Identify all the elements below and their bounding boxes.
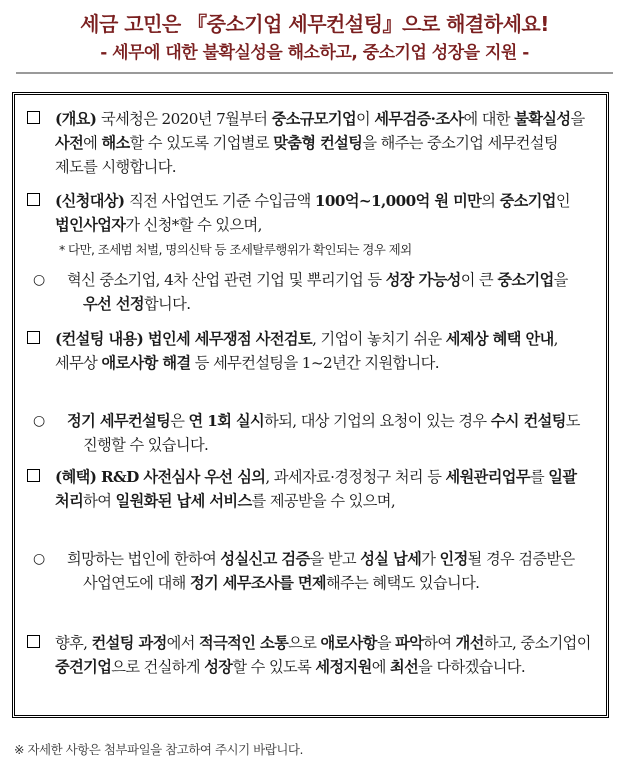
emphasis-text: 개선 bbox=[455, 634, 484, 652]
emphasis-text: 성실 납세 bbox=[360, 550, 422, 568]
text-segment: 에 대한 bbox=[463, 110, 515, 128]
square-bullet-icon bbox=[27, 469, 40, 482]
text-segment: , 과세자료·경정청구 처리 등 bbox=[265, 468, 446, 486]
emphasis-text: 수시 컨설팅 bbox=[490, 412, 566, 430]
text-segment: 을 bbox=[376, 634, 396, 652]
text-segment: 을 다하겠습니다. bbox=[418, 658, 526, 676]
emphasis-text: 중소기업 bbox=[497, 271, 554, 289]
square-bullet-icon bbox=[27, 193, 40, 206]
item-overview bbox=[27, 107, 598, 179]
text-segment: 할 수 있도록 bbox=[232, 658, 316, 676]
content-box bbox=[12, 92, 609, 718]
text-segment: 으로 bbox=[288, 634, 321, 652]
text-segment: 혁신 중소기업, 4차 산업 관련 기업 및 뿌리기업 등 bbox=[67, 271, 386, 289]
emphasis-text: 사전 bbox=[55, 134, 84, 152]
emphasis-text: 맞춤형 컨설팅 bbox=[273, 134, 363, 152]
item-text bbox=[55, 631, 598, 679]
emphasis-text: 최선 bbox=[390, 658, 419, 676]
emphasis-text: 연 1회 실시 bbox=[188, 412, 265, 430]
emphasis-text: 세원관리업무 bbox=[445, 468, 530, 486]
text-segment: 의 bbox=[481, 192, 500, 210]
square-bullet-icon bbox=[27, 635, 40, 648]
text-segment: 합니다. bbox=[143, 295, 191, 313]
text-segment: 하여 bbox=[423, 634, 456, 652]
item-text bbox=[67, 268, 598, 316]
text-segment: 직전 사업연도 기준 수입금액 bbox=[129, 192, 315, 210]
text-segment: 에서 bbox=[166, 634, 200, 652]
text-segment: 를 bbox=[529, 468, 549, 486]
emphasis-text: 100억~1,000억 원 미만 bbox=[314, 192, 482, 210]
emphasis-text: 정기 세무컨설팅 bbox=[67, 412, 171, 430]
item-consulting-content bbox=[27, 327, 598, 375]
emphasis-text: (혜택) R&D 사전심사 우선 심의 bbox=[55, 468, 266, 486]
item-text bbox=[55, 189, 598, 237]
emphasis-text: 법인사업자 bbox=[55, 216, 126, 234]
emphasis-text: 인정 bbox=[439, 550, 468, 568]
emphasis-text: 중소규모기업 bbox=[271, 110, 357, 128]
circle-bullet-icon: ○ bbox=[33, 551, 45, 567]
item-text bbox=[55, 327, 598, 375]
page-subtitle: - 세무에 대한 불확실성을 해소하고, 중소기업 성장을 지원 - bbox=[100, 43, 529, 63]
circle-bullet-icon: ○ bbox=[33, 272, 45, 288]
text-segment: 을 bbox=[570, 110, 585, 128]
square-bullet-icon bbox=[27, 111, 40, 124]
emphasis-text: 해소 bbox=[101, 134, 130, 152]
emphasis-text: 우선 선정 bbox=[83, 295, 144, 313]
emphasis-text: 컨설팅 과정 bbox=[91, 634, 167, 652]
text-segment: 인 bbox=[555, 192, 570, 210]
text-segment: , 기업이 놓치기 쉬운 bbox=[312, 330, 446, 348]
header-divider bbox=[16, 72, 613, 74]
text-segment: 국세청은 2020년 7월부터 bbox=[101, 110, 272, 128]
footer-note: ※ 자세한 사항은 첨부파일을 참고하여 주시기 바랍니다. bbox=[14, 742, 303, 757]
emphasis-text: 세제상 혜택 안내 bbox=[445, 330, 554, 348]
eligibility-footnote: * 다만, 조세범 처벌, 명의신탁 등 조세탈루행위가 확인되는 경우 제외 bbox=[59, 242, 412, 257]
emphasis-text: 파악 bbox=[395, 634, 424, 652]
emphasis-text: 성실신고 검증 bbox=[220, 550, 310, 568]
text-segment: 도 진행할 수 있습니다. bbox=[83, 412, 580, 454]
emphasis-text: 애로사항 해결 bbox=[101, 354, 191, 372]
text-segment: 하되, 대상 기업의 요청이 있는 경우 bbox=[264, 412, 491, 430]
text-segment: 하여 bbox=[83, 492, 116, 510]
emphasis-text: 애로사항 bbox=[320, 634, 377, 652]
emphasis-text: (컨설팅 내용) 법인세 세무쟁점 사전검토 bbox=[55, 330, 313, 348]
text-segment: 가 신청*할 수 있으며, bbox=[125, 216, 262, 234]
text-segment: 에 bbox=[83, 134, 102, 152]
text-segment: 를 제공받을 수 있으며, bbox=[251, 492, 396, 510]
text-segment: 으로 건실하게 bbox=[111, 658, 205, 676]
text-segment: 은 bbox=[170, 412, 189, 430]
item-future-plans bbox=[27, 631, 598, 679]
text-segment: 해주는 혜택도 있습니다. bbox=[325, 574, 480, 592]
emphasis-text: 세정지원 bbox=[315, 658, 372, 676]
text-segment: 을 받고 bbox=[309, 550, 361, 568]
text-segment: 희망하는 법인에 한하여 bbox=[67, 550, 221, 568]
item-text bbox=[67, 547, 598, 595]
emphasis-text: 불확실성 bbox=[514, 110, 571, 128]
emphasis-text: 성장 가능성 bbox=[385, 271, 461, 289]
emphasis-text: 일원화된 납세 서비스 bbox=[115, 492, 252, 510]
item-benefits bbox=[27, 465, 598, 513]
item-eligibility bbox=[27, 189, 598, 237]
square-bullet-icon bbox=[27, 331, 40, 344]
emphasis-text: (개요) bbox=[55, 110, 102, 128]
emphasis-text: 성장 bbox=[204, 658, 233, 676]
text-segment: 가 bbox=[421, 550, 440, 568]
text-segment: 하고, 중소기업이 bbox=[483, 634, 591, 652]
text-segment: 이 큰 bbox=[460, 271, 498, 289]
item-audit-exemption bbox=[27, 547, 598, 595]
text-segment: , 세무상 bbox=[55, 330, 558, 372]
item-text bbox=[55, 465, 598, 513]
text-segment: 할 수 있도록 기업별로 bbox=[129, 134, 274, 152]
item-regular-consulting bbox=[27, 409, 598, 457]
emphasis-text: (신청대상) bbox=[55, 192, 130, 210]
emphasis-text: 세무검증·조사 bbox=[374, 110, 464, 128]
text-segment: 을 bbox=[553, 271, 568, 289]
emphasis-text: 중소기업 bbox=[499, 192, 556, 210]
emphasis-text: 적극적인 소통 bbox=[199, 634, 289, 652]
item-text bbox=[67, 409, 598, 457]
text-segment: 향후, bbox=[55, 634, 92, 652]
text-segment: 될 경우 검증받은 사업연도에 대해 bbox=[83, 550, 575, 592]
text-segment: 등 세무컨설팅을 1~2년간 지원합니다. bbox=[190, 354, 439, 372]
text-segment: 에 bbox=[371, 658, 390, 676]
item-text bbox=[55, 107, 598, 179]
circle-bullet-icon: ○ bbox=[33, 413, 45, 429]
item-priority-selection bbox=[27, 268, 598, 316]
text-segment: 이 bbox=[356, 110, 375, 128]
page-title: 세금 고민은 『중소기업 세무컨설팅』으로 해결하세요! bbox=[80, 12, 549, 36]
page-header bbox=[0, 0, 629, 80]
emphasis-text: 중견기업 bbox=[55, 658, 112, 676]
text-segment: 을 해주는 중소기업 세무컨설팅 제도를 시행합니다. bbox=[55, 134, 558, 176]
emphasis-text: 정기 세무조사를 면제 bbox=[189, 574, 326, 592]
emphasis-text: 일괄 처리 bbox=[55, 468, 577, 510]
